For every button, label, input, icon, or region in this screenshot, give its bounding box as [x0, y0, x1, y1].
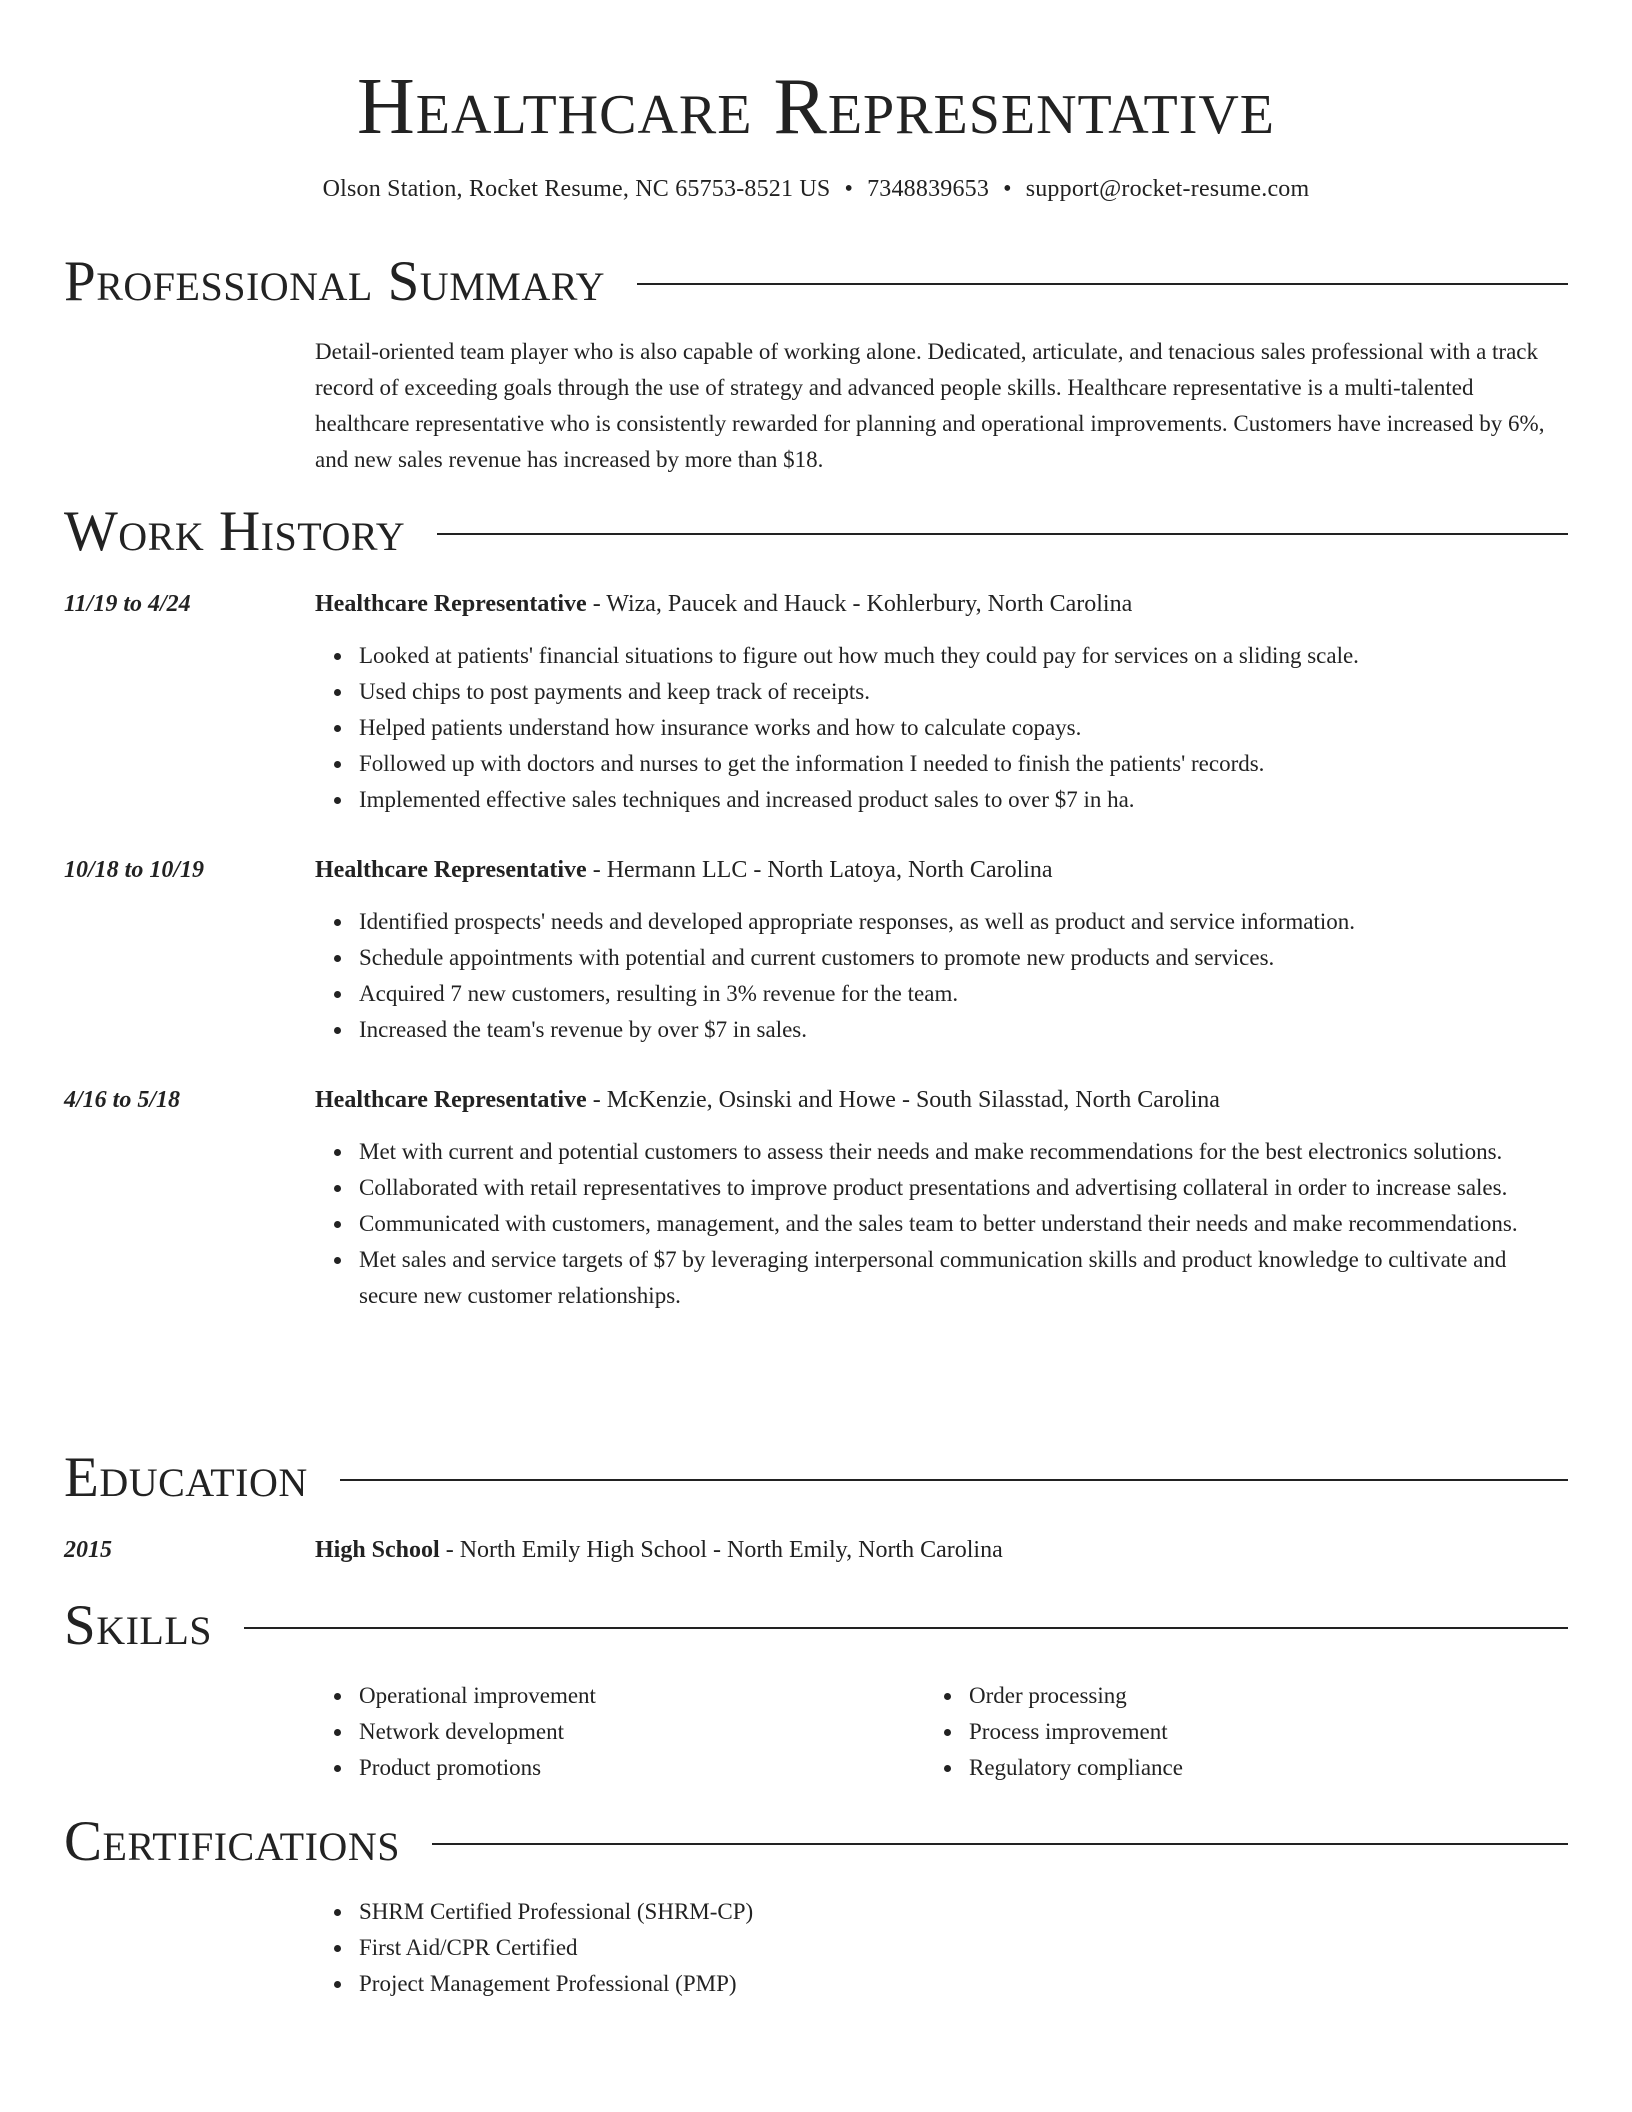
section-divider: [437, 533, 1568, 535]
job-dates: 10/18 to 10/19: [64, 857, 205, 883]
job-heading: [315, 586, 1568, 622]
contact-separator: •: [1003, 176, 1012, 202]
skill-item: Regulatory compliance: [969, 1750, 1568, 1786]
job-bullet: Identified prospects' needs and developed appropriate responses, as well as product and service information.: [359, 904, 1568, 940]
skills-list-right: [925, 1678, 1568, 1786]
section-divider: [637, 283, 1568, 285]
job-bullet: Collaborated with retail representatives to improve product presentations and advertising collateral in order to increase sales.: [359, 1170, 1568, 1206]
job-dates: 11/19 to 4/24: [64, 591, 191, 617]
certification-item: SHRM Certified Professional (SHRM-CP): [359, 1894, 1568, 1930]
job-bullets: [315, 904, 1568, 1048]
section-header-skills: [64, 1594, 1568, 1658]
job-bullet: Followed up with doctors and nurses to get the information I needed to finish the patients' records.: [359, 746, 1568, 782]
job-details: - McKenzie, Osinski and Howe - South Silasstad, North Carolina: [586, 1087, 1220, 1113]
job-bullet: Looked at patients' financial situations to figure out how much they could pay for services on a sliding scale.: [359, 638, 1568, 674]
education-year: 2015: [64, 1537, 112, 1563]
certification-item: First Aid/CPR Certified: [359, 1930, 1568, 1966]
job-bullet: Schedule appointments with potential and current customers to promote new products and services.: [359, 940, 1568, 976]
section-divider: [340, 1479, 1568, 1481]
education-degree: High School: [315, 1537, 440, 1563]
job-dates: 4/16 to 5/18: [64, 1087, 181, 1113]
job-details: - Wiza, Paucek and Hauck - Kohlerbury, North Carolina: [586, 591, 1133, 617]
job-bullet: Met sales and service targets of $7 by leveraging interpersonal communication skills and product knowledge to cultivate and secure new customer relationships.: [359, 1242, 1568, 1314]
job-bullet: Met with current and potential customers to assess their needs and make recommendations for the best electronics solutions.: [359, 1134, 1568, 1170]
contact-phone: 7348839653: [867, 176, 990, 202]
section-title-certifications: Certifications: [64, 1810, 400, 1873]
section-header-summary: [64, 250, 1568, 314]
section-header-education: [64, 1446, 1568, 1510]
job-bullet: Increased the team's revenue by over $7 in sales.: [359, 1012, 1568, 1048]
section-title-summary: Professional Summary: [64, 250, 606, 313]
section-header-certifications: [64, 1810, 1568, 1874]
contact-separator: •: [844, 176, 854, 202]
skill-item: Network development: [359, 1714, 925, 1750]
skill-item: Operational improvement: [359, 1678, 925, 1714]
summary-text: Detail-oriented team player who is also capable of working alone. Dedicated, articulate, and tenacious sales professional with a track record of exceeding goals through the use of strategy and advanced people skills. Healthcare representative is a multi-talented healthcare representative who is consistently rewarded for planning and operational improvements. Customers have increased by 6%, and new sales revenue has increased by more than $18.: [315, 339, 1545, 472]
contact-line: [64, 172, 1568, 206]
section-header-work: [64, 500, 1568, 564]
job-bullets: [315, 638, 1568, 818]
certification-item: Project Management Professional (PMP): [359, 1966, 1568, 2002]
skill-item: Product promotions: [359, 1750, 925, 1786]
skill-item: Process improvement: [969, 1714, 1568, 1750]
job-bullet: Helped patients understand how insurance works and how to calculate copays.: [359, 710, 1568, 746]
job-bullet: Used chips to post payments and keep track of receipts.: [359, 674, 1568, 710]
section-divider: [432, 1843, 1568, 1845]
job-bullet: Implemented effective sales techniques and increased product sales to over $7 in ha.: [359, 782, 1568, 818]
job-role: Healthcare Representative: [315, 857, 587, 883]
section-title-skills: Skills: [64, 1594, 213, 1657]
skills-list-left: [315, 1678, 925, 1786]
job-bullet: Acquired 7 new customers, resulting in 3% revenue for the team.: [359, 976, 1568, 1012]
job-role: Healthcare Representative: [315, 1087, 587, 1113]
job-bullet: Communicated with customers, management, and the sales team to better understand their needs and make recommendations.: [359, 1206, 1568, 1242]
job-heading: [315, 1082, 1568, 1118]
section-divider: [244, 1627, 1568, 1629]
contact-address: Olson Station, Rocket Resume, NC 65753-8521 US: [322, 176, 831, 202]
education-details: - North Emily High School - North Emily, North Carolina: [439, 1537, 1003, 1563]
job-bullets: [315, 1134, 1568, 1314]
job-heading: [315, 852, 1568, 888]
section-title-education: Education: [64, 1446, 308, 1509]
section-title-work: Work History: [64, 500, 406, 563]
job-role: Healthcare Representative: [315, 591, 587, 617]
resume-name: Healthcare Representative: [356, 63, 1275, 151]
education-entry: [315, 1532, 1568, 1568]
certifications-list: [315, 1894, 1568, 2002]
job-details: - Hermann LLC - North Latoya, North Carolina: [586, 857, 1053, 883]
contact-email: support@rocket-resume.com: [1025, 176, 1310, 202]
skill-item: Order processing: [969, 1678, 1568, 1714]
